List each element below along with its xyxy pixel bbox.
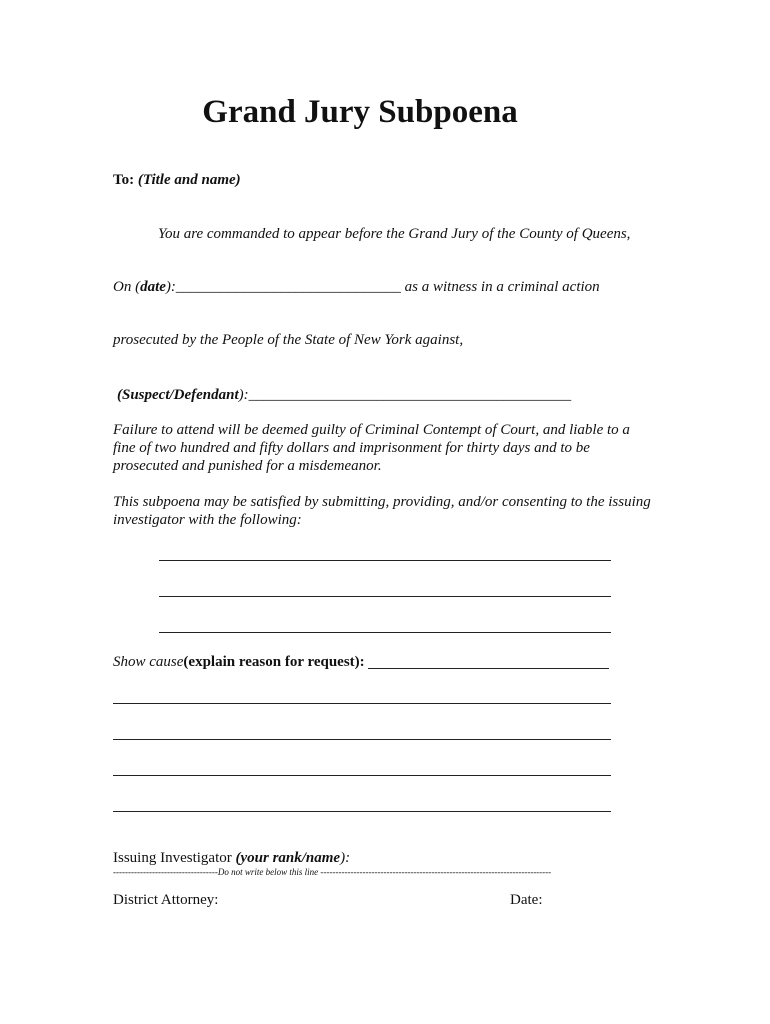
on-prefix: On ( xyxy=(113,279,141,295)
to-line xyxy=(113,172,241,189)
issuing-label: Issuing Investigator xyxy=(113,850,236,866)
show-cause-prefix: Show cause xyxy=(113,654,184,670)
witness-text: as a witness in a criminal action xyxy=(400,279,600,295)
date-suffix: ): xyxy=(165,279,176,295)
issuing-investigator-line xyxy=(113,850,350,867)
issuing-hint: (your rank/name xyxy=(235,850,341,866)
show-cause-line xyxy=(113,654,365,671)
date-label: Date: xyxy=(510,892,543,908)
suspect-blank[interactable]: ___________________________________________ xyxy=(248,387,572,403)
issuing-suffix: ): xyxy=(340,850,351,866)
item-line-2[interactable] xyxy=(159,596,611,597)
suspect-line xyxy=(117,387,571,404)
prosecuted-text: prosecuted by the People of the State of New York against, xyxy=(113,332,464,348)
district-attorney-label: District Attorney: xyxy=(113,892,219,908)
show-cause-blank[interactable] xyxy=(368,668,609,669)
item-line-1[interactable] xyxy=(159,560,611,561)
to-label: To: xyxy=(113,172,135,188)
reason-line-1[interactable] xyxy=(113,703,611,704)
command-text: You are commanded to appear before the Grand Jury of the County of Queens, xyxy=(158,226,631,242)
satisfied-paragraph: This subpoena may be satisfied by submitting, providing, and/or consenting to the issuing investigator with the following: xyxy=(113,494,651,528)
failure-paragraph: Failure to attend will be deemed guilty of Criminal Contempt of Court, and liable to a fine of two hundred and fifty dollars and imprisonment for thirty days and to be prosecuted and punished for a misdemeanor. xyxy=(113,422,630,474)
date-blank[interactable]: ______________________________ xyxy=(175,279,401,295)
date-word: date xyxy=(140,279,166,295)
show-cause-bold: (explain reason for request): xyxy=(183,654,365,670)
reason-line-4[interactable] xyxy=(113,811,611,812)
reason-line-2[interactable] xyxy=(113,739,611,740)
page-title: Grand Jury Subpoena xyxy=(202,94,518,130)
suspect-suffix: ): xyxy=(238,387,249,403)
item-line-3[interactable] xyxy=(159,632,611,633)
suspect-label: (Suspect/Defendant xyxy=(117,387,239,403)
reason-line-3[interactable] xyxy=(113,775,611,776)
do-not-write-separator: -----------------------------------Do not write below this line ----------------------------------------------------------------------------- xyxy=(113,867,552,877)
to-hint: (Title and name) xyxy=(137,172,241,188)
date-line xyxy=(113,279,600,296)
